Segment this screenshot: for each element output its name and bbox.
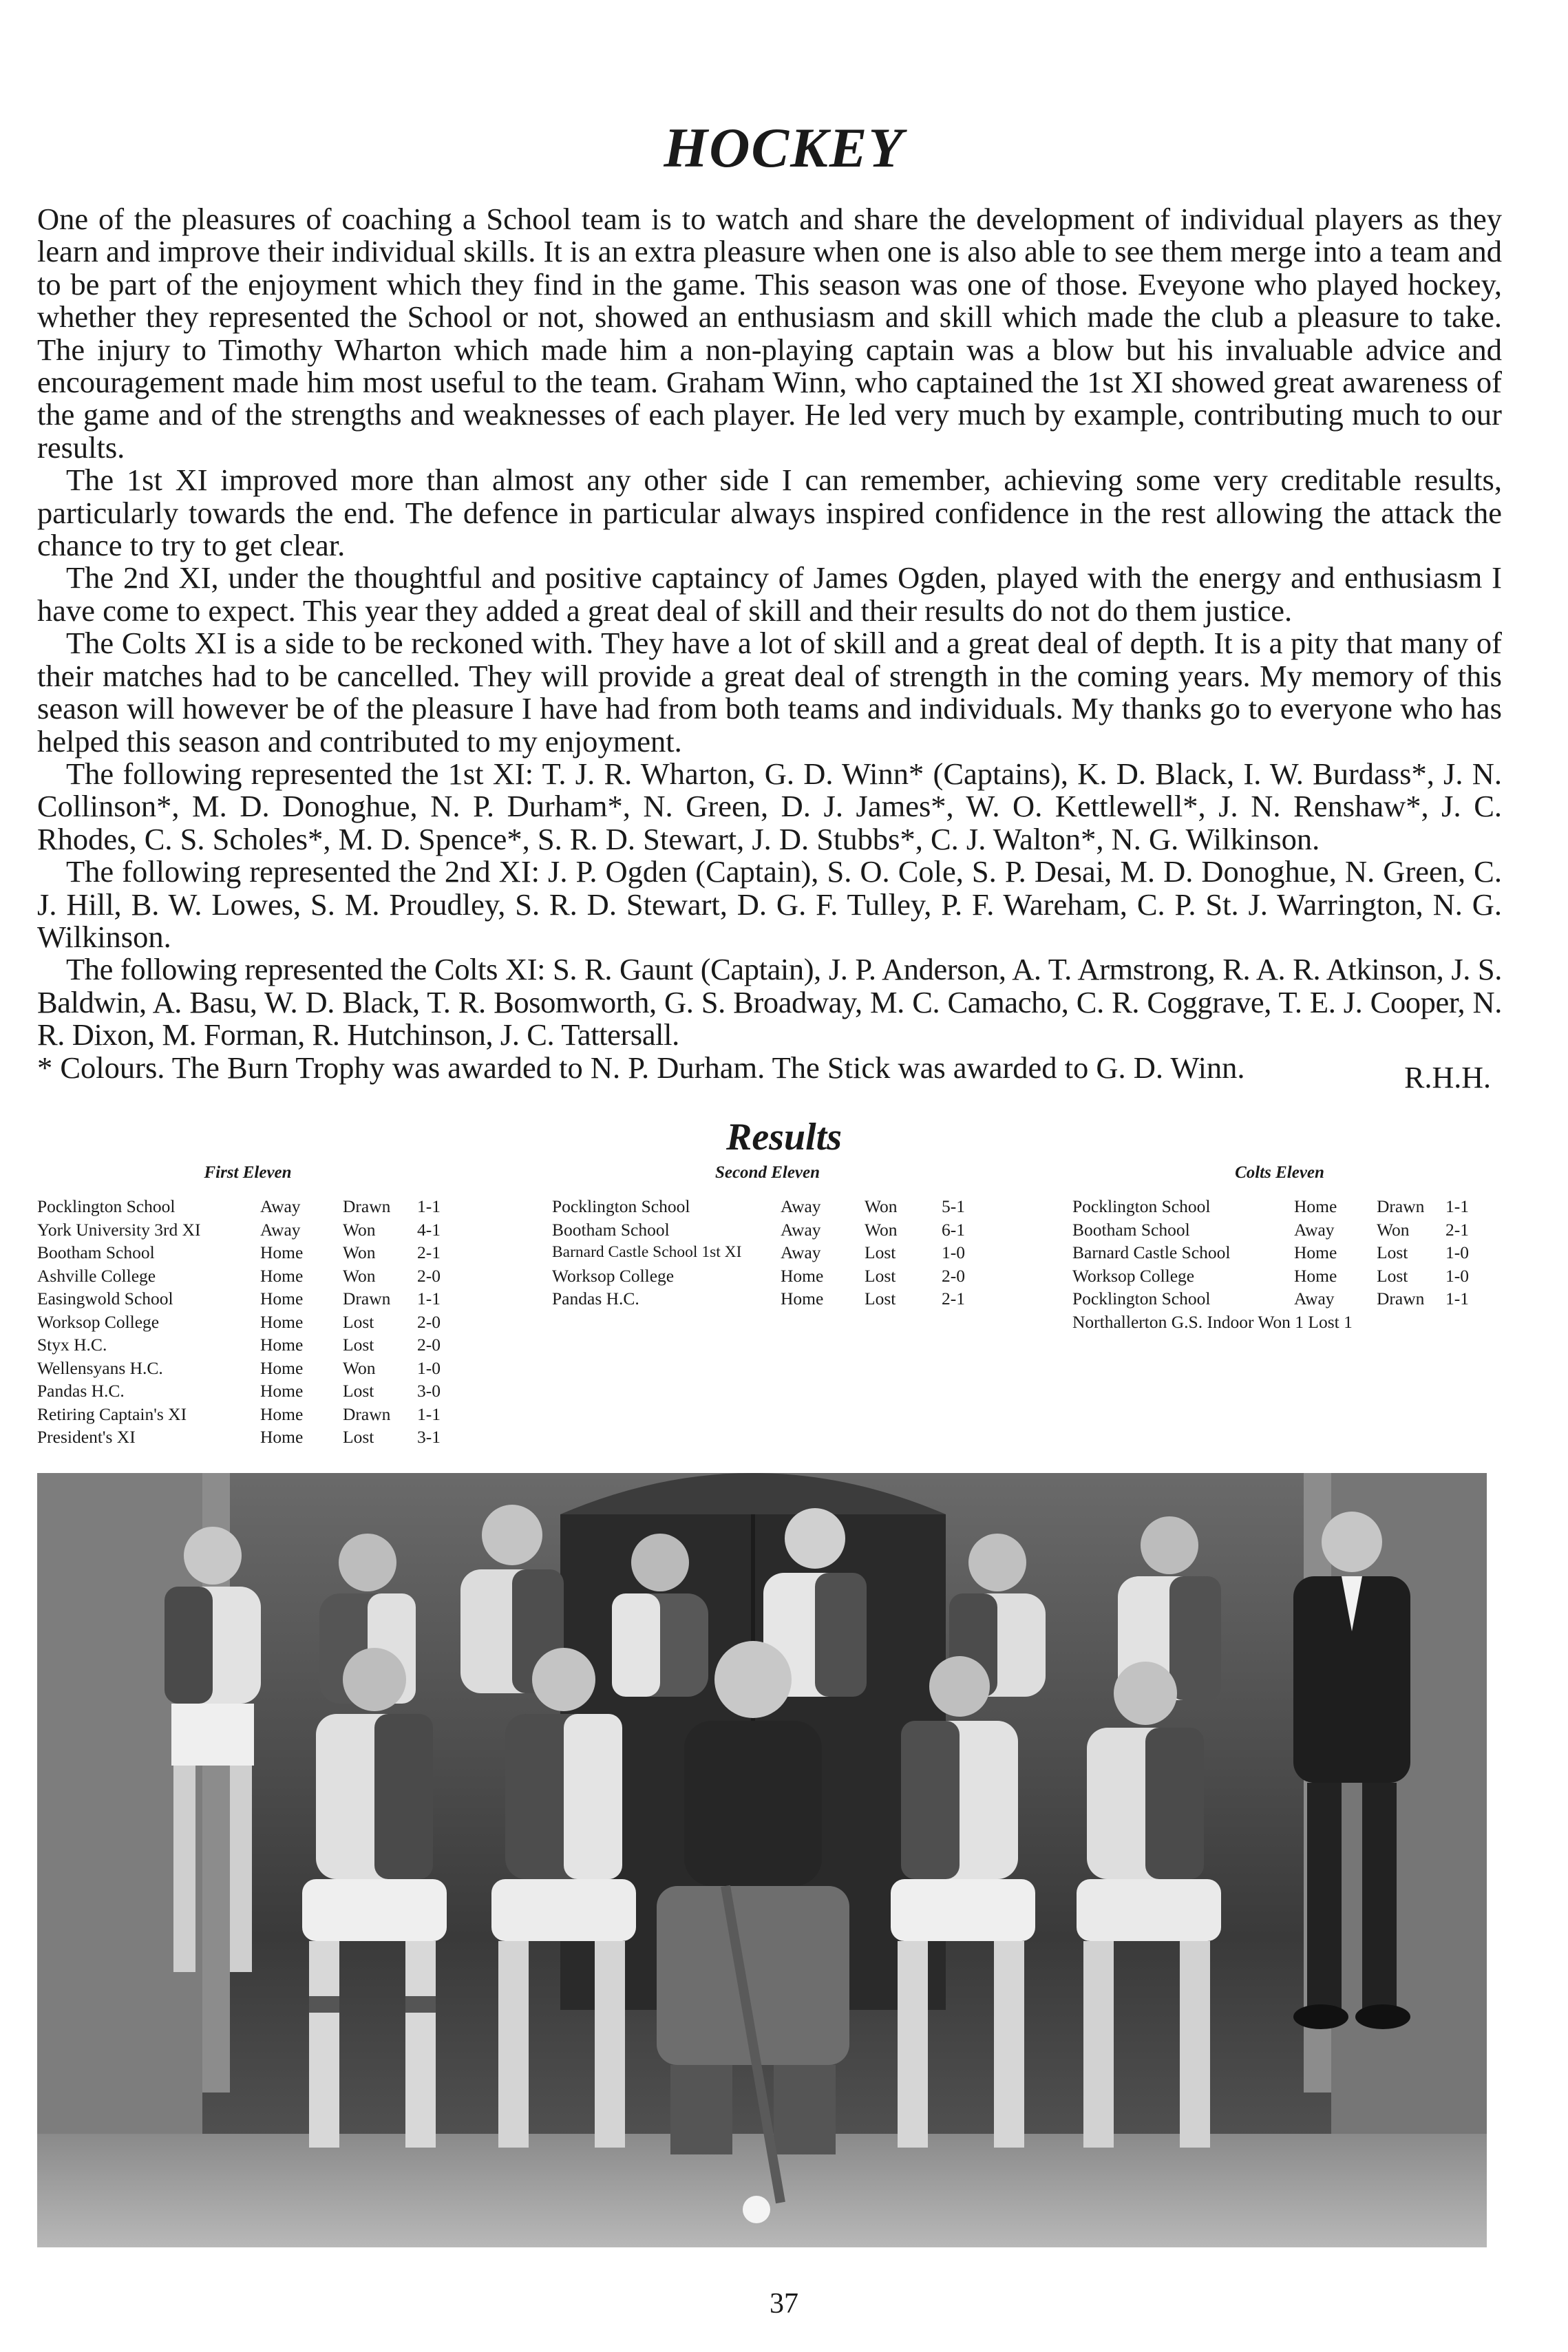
opponent: Pocklington School	[552, 1196, 690, 1216]
outcome: Won	[865, 1219, 898, 1240]
table-row	[552, 1264, 983, 1288]
score: 4-1	[417, 1219, 441, 1240]
score: 2-1	[417, 1242, 441, 1262]
venue: Away	[781, 1196, 821, 1216]
opponent: Worksop College	[37, 1311, 160, 1332]
table-row	[37, 1218, 458, 1242]
venue: Away	[1294, 1219, 1335, 1240]
opponent: Easingwold School	[37, 1289, 173, 1309]
venue: Home	[1294, 1196, 1337, 1216]
score: 2-1	[942, 1289, 965, 1309]
page-title: HOCKEY	[664, 116, 904, 179]
page-number: 37	[770, 2288, 798, 2320]
venue: Home	[781, 1265, 824, 1286]
score: 3-1	[417, 1427, 441, 1447]
score: 1-1	[1445, 1289, 1469, 1309]
paragraph-second-eleven: The 2nd XI, under the thoughtful and positive captaincy of James Ogden, played with the energy and enthusiasm I have come to expect. This year they added a great deal of skill and their results do not do them justice.	[37, 560, 1502, 628]
score: 2-0	[417, 1265, 441, 1286]
paragraph-colts-players: The following represented the Colts XI: S. R. Gaunt (Captain), J. P. Anderson, A. T. Armstrong, R. A. R. Atkinson, J. S. Baldwin, A. Basu, W. D. Black, T. R. Bosomworth, G. S. Broadway, M. C. Camacho, C. R. Coggrave, T. E. J. Cooper, N. R. Dixon, M. Forman, R. Hutchinson, J. C. Tattersall.	[37, 952, 1502, 1052]
paragraph-second-eleven-players: The following represented the 2nd XI: J. P. Ogden (Captain), S. O. Cole, S. P. Desai, M. D. Donoghue, N. Green, C. J. Hill, B. W. Lowes, S. M. Proudley, S. R. D. Stewart, D. G. F. Tulley, P. F. Wareham, C. P. St. J. Warrington, N. G. Wilkinson.	[37, 854, 1502, 954]
venue: Home	[260, 1427, 304, 1447]
outcome: Won	[343, 1219, 376, 1240]
score: 2-0	[417, 1335, 441, 1355]
opponent: Pocklington School	[37, 1196, 176, 1216]
opponent: Bootham School	[1072, 1219, 1190, 1240]
table-row	[37, 1241, 458, 1264]
team-photo-illustration	[37, 1473, 1487, 2247]
score: 1-1	[417, 1403, 441, 1424]
opponent: Worksop College	[552, 1265, 675, 1286]
outcome: Won	[865, 1196, 898, 1216]
outcome: Drawn	[1377, 1196, 1425, 1216]
score: 1-1	[417, 1289, 441, 1309]
table-row	[37, 1287, 458, 1311]
opponent: Barnard Castle School 1st XI	[552, 1243, 742, 1261]
opponent: Ashville College	[37, 1265, 156, 1286]
opponent: Bootham School	[552, 1219, 670, 1240]
opponent: York University 3rd XI	[37, 1219, 201, 1240]
outcome: Won	[343, 1265, 376, 1286]
paragraph-first-eleven: The 1st XI improved more than almost any other side I can remember, achieving some very creditable results, particularly towards the end. The defence in particular always inspired confidence in the rest allowing the attack the chance to try to get clear.	[37, 463, 1502, 563]
score: 2-1	[1445, 1219, 1469, 1240]
venue: Home	[260, 1289, 304, 1309]
score: 2-0	[417, 1311, 441, 1332]
table-row	[37, 1403, 458, 1426]
outcome: Won	[1377, 1219, 1410, 1240]
outcome: Lost	[865, 1289, 896, 1309]
table-row	[1072, 1218, 1487, 1242]
outcome: Lost	[343, 1427, 374, 1447]
table-row	[37, 1311, 458, 1334]
table-row	[552, 1195, 983, 1218]
score: 6-1	[942, 1219, 965, 1240]
outcome: Lost	[343, 1311, 374, 1332]
outcome: Drawn	[343, 1289, 391, 1309]
first-eleven-heading: First Eleven	[204, 1163, 292, 1182]
score: 2-0	[942, 1265, 965, 1286]
colts-eleven-results	[1072, 1163, 1487, 1333]
opponent: President's XI	[37, 1427, 136, 1447]
table-row	[1072, 1264, 1487, 1288]
colts-eleven-heading: Colts Eleven	[1235, 1163, 1324, 1182]
opponent: Pandas H.C.	[37, 1381, 125, 1401]
opponent: Retiring Captain's XI	[37, 1403, 187, 1424]
table-row	[552, 1287, 983, 1311]
venue: Home	[260, 1403, 304, 1424]
colts-eleven-table	[1072, 1195, 1487, 1311]
indoor-result: Northallerton G.S. Indoor Won 1 Lost 1	[1072, 1311, 1353, 1332]
venue: Away	[260, 1219, 301, 1240]
opponent: Wellensyans H.C.	[37, 1357, 163, 1378]
article-body	[37, 203, 1502, 1084]
opponent: Barnard Castle School	[1072, 1242, 1231, 1262]
venue: Away	[260, 1196, 301, 1216]
score: 3-0	[417, 1381, 441, 1401]
venue: Home	[781, 1289, 824, 1309]
venue: Home	[260, 1381, 304, 1401]
venue: Home	[1294, 1242, 1337, 1262]
outcome: Won	[343, 1242, 376, 1262]
outcome: Lost	[865, 1242, 896, 1262]
score: 1-0	[1445, 1242, 1469, 1262]
outcome: Drawn	[1377, 1289, 1425, 1309]
outcome: Lost	[1377, 1265, 1408, 1286]
table-row	[1072, 1195, 1487, 1218]
table-row	[1072, 1241, 1487, 1264]
paragraph-colours-awards: * Colours. The Burn Trophy was awarded to N. P. Durham. The Stick was awarded to G. D. Winn.	[37, 1050, 1245, 1085]
team-photo	[37, 1473, 1487, 2247]
paragraph-first-eleven-players: The following represented the 1st XI: T. J. R. Wharton, G. D. Winn* (Captains), K. D. Black, I. W. Burdass*, J. N. Collinson*, M. D. Donoghue, N. P. Durham*, N. Green, D. J. James*, W. O. Kettlewell*, J. N. Renshaw*, J. C. Rhodes, C. S. Scholes*, M. D. Spence*, S. R. D. Stewart, J. D. Stubbs*, C. J. Walton*, N. G. Wilkinson.	[37, 756, 1502, 856]
table-row	[37, 1264, 458, 1288]
first-eleven-table	[37, 1195, 458, 1449]
author-initials: R.H.H.	[1404, 1061, 1491, 1094]
opponent: Bootham School	[37, 1242, 155, 1262]
table-row	[37, 1379, 458, 1403]
opponent: Worksop College	[1072, 1265, 1195, 1286]
table-row	[37, 1426, 458, 1449]
opponent: Styx H.C.	[37, 1335, 107, 1355]
outcome: Drawn	[343, 1403, 391, 1424]
venue: Home	[260, 1265, 304, 1286]
results-heading: Results	[725, 1116, 843, 1158]
second-eleven-results	[552, 1163, 983, 1311]
table-row	[37, 1195, 458, 1218]
second-eleven-heading: Second Eleven	[714, 1163, 820, 1182]
table-row	[552, 1241, 983, 1264]
venue: Away	[781, 1242, 821, 1262]
outcome: Lost	[865, 1265, 896, 1286]
venue: Home	[260, 1357, 304, 1378]
table-row	[37, 1357, 458, 1380]
score: 5-1	[942, 1196, 965, 1216]
score: 1-0	[417, 1357, 441, 1378]
venue: Home	[260, 1311, 304, 1332]
venue: Home	[1294, 1265, 1337, 1286]
first-eleven-results	[37, 1163, 458, 1449]
paragraph-intro: One of the pleasures of coaching a School team is to watch and share the development of individual players as they learn and improve their individual skills. It is an extra pleasure when one is also able to see them merge into a team and to be part of the enjoyment which they find in the game. This season was one of those. Eveyone who played hockey, whether they represented the School or not, showed an enthusiasm and skill which made the club a pleasure to take. The injury to Timothy Wharton which made him a non-playing captain was a blow but his invaluable advice and encouragement made him most useful to the team. Graham Winn, who captained the 1st XI showed great awareness of the game and of the strengths and weaknesses of each player. He led very much by example, contributing much to our results.	[37, 202, 1502, 465]
score: 1-0	[942, 1242, 965, 1262]
table-row	[1072, 1287, 1487, 1311]
venue: Home	[260, 1335, 304, 1355]
score: 1-1	[1445, 1196, 1469, 1216]
second-eleven-table	[552, 1195, 983, 1311]
outcome: Lost	[1377, 1242, 1408, 1262]
outcome: Won	[343, 1357, 376, 1378]
opponent: Pandas H.C.	[552, 1289, 639, 1309]
score: 1-0	[1445, 1265, 1469, 1286]
table-row	[552, 1218, 983, 1242]
outcome: Lost	[343, 1335, 374, 1355]
outcome: Lost	[343, 1381, 374, 1401]
venue: Away	[781, 1219, 821, 1240]
venue: Home	[260, 1242, 304, 1262]
score: 1-1	[417, 1196, 441, 1216]
outcome: Drawn	[343, 1196, 391, 1216]
venue: Away	[1294, 1289, 1335, 1309]
opponent: Pocklington School	[1072, 1289, 1211, 1309]
paragraph-colts: The Colts XI is a side to be reckoned with. They have a lot of skill and a great deal of depth. It is a pity that many of their matches had to be cancelled. They will provide a great deal of strength in the coming years. My memory of this season will however be of the pleasure I have had from both teams and individuals. My thanks go to everyone who has helped this season and contributed to my enjoyment.	[37, 626, 1502, 759]
opponent: Pocklington School	[1072, 1196, 1211, 1216]
table-row	[37, 1333, 458, 1357]
